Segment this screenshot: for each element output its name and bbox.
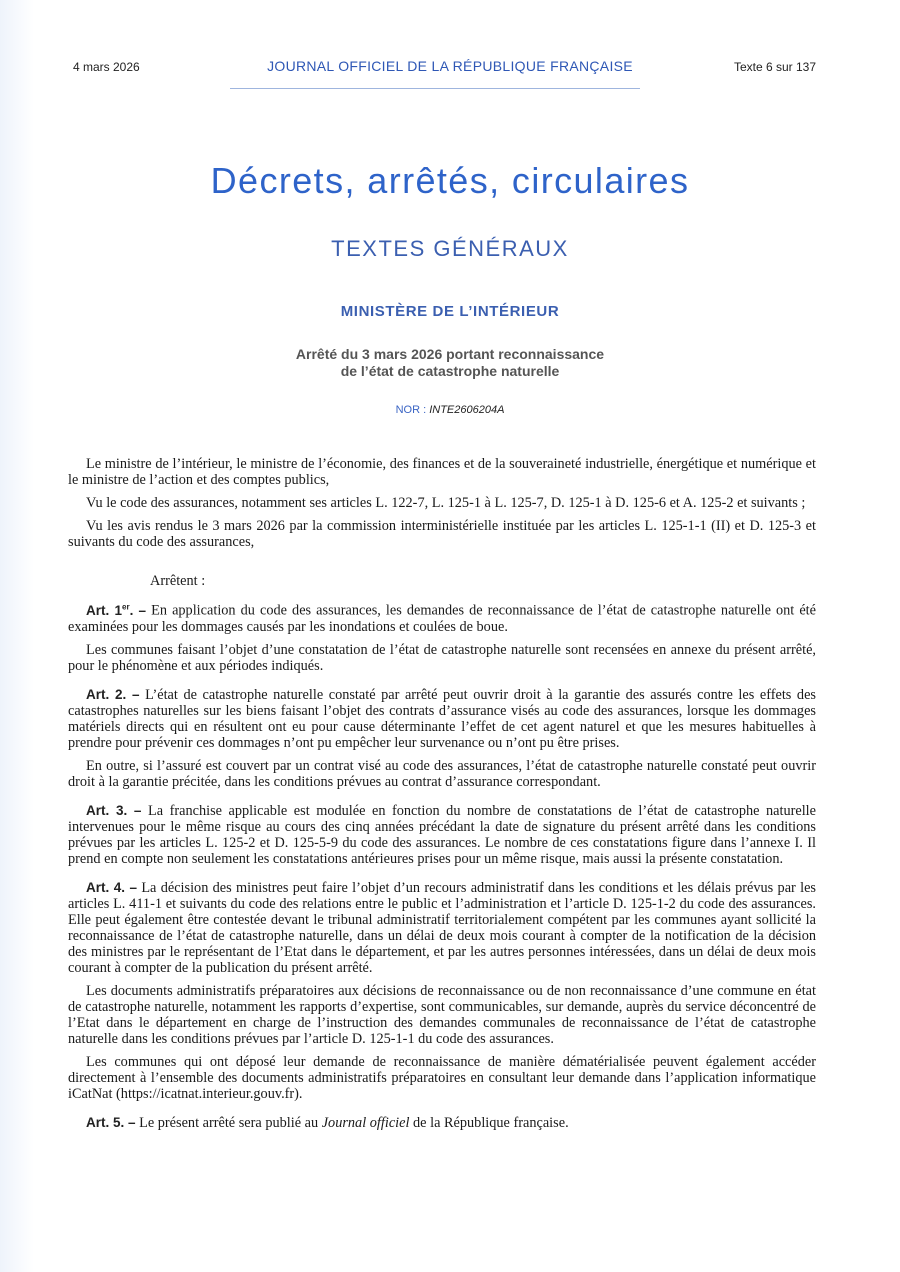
- section-subtitle: TEXTES GÉNÉRAUX: [331, 236, 569, 261]
- decree-title-line-1: Arrêté du 3 mars 2026 portant reconnaissance: [295, 346, 605, 362]
- header-divider: [230, 88, 640, 89]
- article-2-label: Art. 2. –: [86, 686, 140, 702]
- article-3-paragraph: Art. 3. – La franchise applicable est modulée en fonction du nombre de constatations de l’état de catastrophe naturelle intervenues pour le même risque au cours des cinq années précédant la date de signature du présent arrêté dans les conditions prévues par les articles L. 125-2 et D. 125-5-9 du code des assurances. Le nombre de ces constatations figure dans l’annexe I. Il prend en compte non seulement les constatations antérieures prises pour un même risque, mais aussi la présente constatation.: [68, 802, 816, 867]
- nor-label: NOR :: [395, 404, 430, 416]
- article-5-paragraph: Art. 5. – Le présent arrêté sera publié au Journal officiel de la République française.: [86, 1114, 569, 1131]
- nor-reference: [0, 404, 900, 416]
- article-1-paragraph-2: Les communes faisant l’objet d’une constatation de l’état de catastrophe naturelle sont recensées en annexe du présent arrêté, pour le phénomène et aux périodes indiqués.: [68, 641, 816, 674]
- article-1-paragraph: Art. 1er. – En application du code des assurances, les demandes de reconnaissance de l’état de catastrophe naturelle ont été examinées pour les dommages causés par les inondations et coulées de boue.: [68, 602, 816, 635]
- header-page-count: Texte 6 sur 137: [733, 60, 816, 74]
- article-4-paragraph-3: Les communes qui ont déposé leur demande de reconnaissance de manière dématérialisée peuvent également accéder directement à l’ensemble des documents administratifs préparatoires en consultant leur demande dans l’application informatique iCatNat (https://icatnat.interieur.gouv.fr).: [68, 1053, 816, 1102]
- article-4-label: Art. 4. –: [86, 879, 137, 895]
- page-title: Décrets, arrêtés, circulaires: [210, 160, 690, 201]
- article-1-label: Art. 1er. –: [86, 602, 147, 618]
- preamble-ministers: Le ministre de l’intérieur, le ministre de l’économie, des finances et de la souveraineté industrielle, énergétique et numérique et le ministre de l’action et des comptes publics,: [68, 456, 816, 488]
- document-body: [68, 456, 816, 1138]
- article-3-label: Art. 3. –: [86, 802, 142, 818]
- ministry-heading: MINISTÈRE DE L’INTÉRIEUR: [340, 303, 560, 320]
- header-date: 4 mars 2026: [73, 60, 140, 74]
- decree-title-line-2: de l’état de catastrophe naturelle: [340, 363, 560, 379]
- preamble-vu-code: Vu le code des assurances, notamment ses articles L. 122-7, L. 125-1 à L. 125-7, D. 125-1 à D. 125-6 et A. 125-2 et suivants ;: [86, 495, 806, 511]
- article-2-paragraph-2: En outre, si l’assuré est couvert par un contrat visé au code des assurances, l’état de catastrophe naturelle constaté peut ouvrir droit à la garantie précitée, dans les conditions prévues au contrat d’assurance correspondant.: [68, 757, 816, 790]
- article-5-label: Art. 5. –: [86, 1114, 136, 1130]
- journal-officiel-italic: Journal officiel: [321, 1114, 410, 1131]
- article-4-paragraph-2: Les documents administratifs préparatoires aux décisions de reconnaissance ou de non reconnaissance d’une commune en état de catastrophe naturelle, notamment les rapports d’expertise, sont communicables, sur demande, auprès du service déconcentré de l’Etat dans le département en charge de l’instruction des demandes communales de reconnaissance de l’état de catastrophe naturelle dans les conditions prévues par l’article D. 125-1-1 du code des assurances.: [68, 982, 816, 1047]
- header-journal-title: JOURNAL OFFICIEL DE LA RÉPUBLIQUE FRANÇAISE: [267, 58, 633, 74]
- article-4-paragraph: Art. 4. – La décision des ministres peut faire l’objet d’un recours administratif dans les conditions et les délais prévus par les articles L. 411-1 et suivants du code des relations entre le public et l’administration et l’article D. 125-1-2 du code des assurances. Elle peut également être contestée devant le tribunal administratif territorialement compétent par les communes ayant sollicité la reconnaissance de l’état de catastrophe naturelle, dans un délai de deux mois courant à compter de la notification de la décision des ministres par le représentant de l’Etat dans le département, et par les autres personnes intéressées, dans un délai de deux mois courant à compter de la publication du présent arrêté.: [68, 879, 816, 976]
- preamble-vu-avis: Vu les avis rendus le 3 mars 2026 par la commission interministérielle instituée par les articles L. 125-1-1 (II) et D. 125-3 et suivants du code des assurances,: [68, 518, 816, 550]
- article-2-paragraph: Art. 2. – L’état de catastrophe naturelle constaté par arrêté peut ouvrir droit à la garantie des assurés contre les effets des catastrophes naturelles sur les biens faisant l’objet des contrats d’assurance visés au code des assurances, lorsque les dommages matériels directs qui en résultent ont eu pour cause déterminante l’effet de cet agent naturel et que les mesures habituelles à prendre pour prévenir ces dommages n’ont pu empêcher leur survenance ou n’ont pu être prises.: [68, 686, 816, 751]
- arretent: Arrêtent :: [150, 573, 206, 589]
- nor-value: INTE2606204A: [429, 404, 505, 416]
- decree-title: [0, 346, 900, 380]
